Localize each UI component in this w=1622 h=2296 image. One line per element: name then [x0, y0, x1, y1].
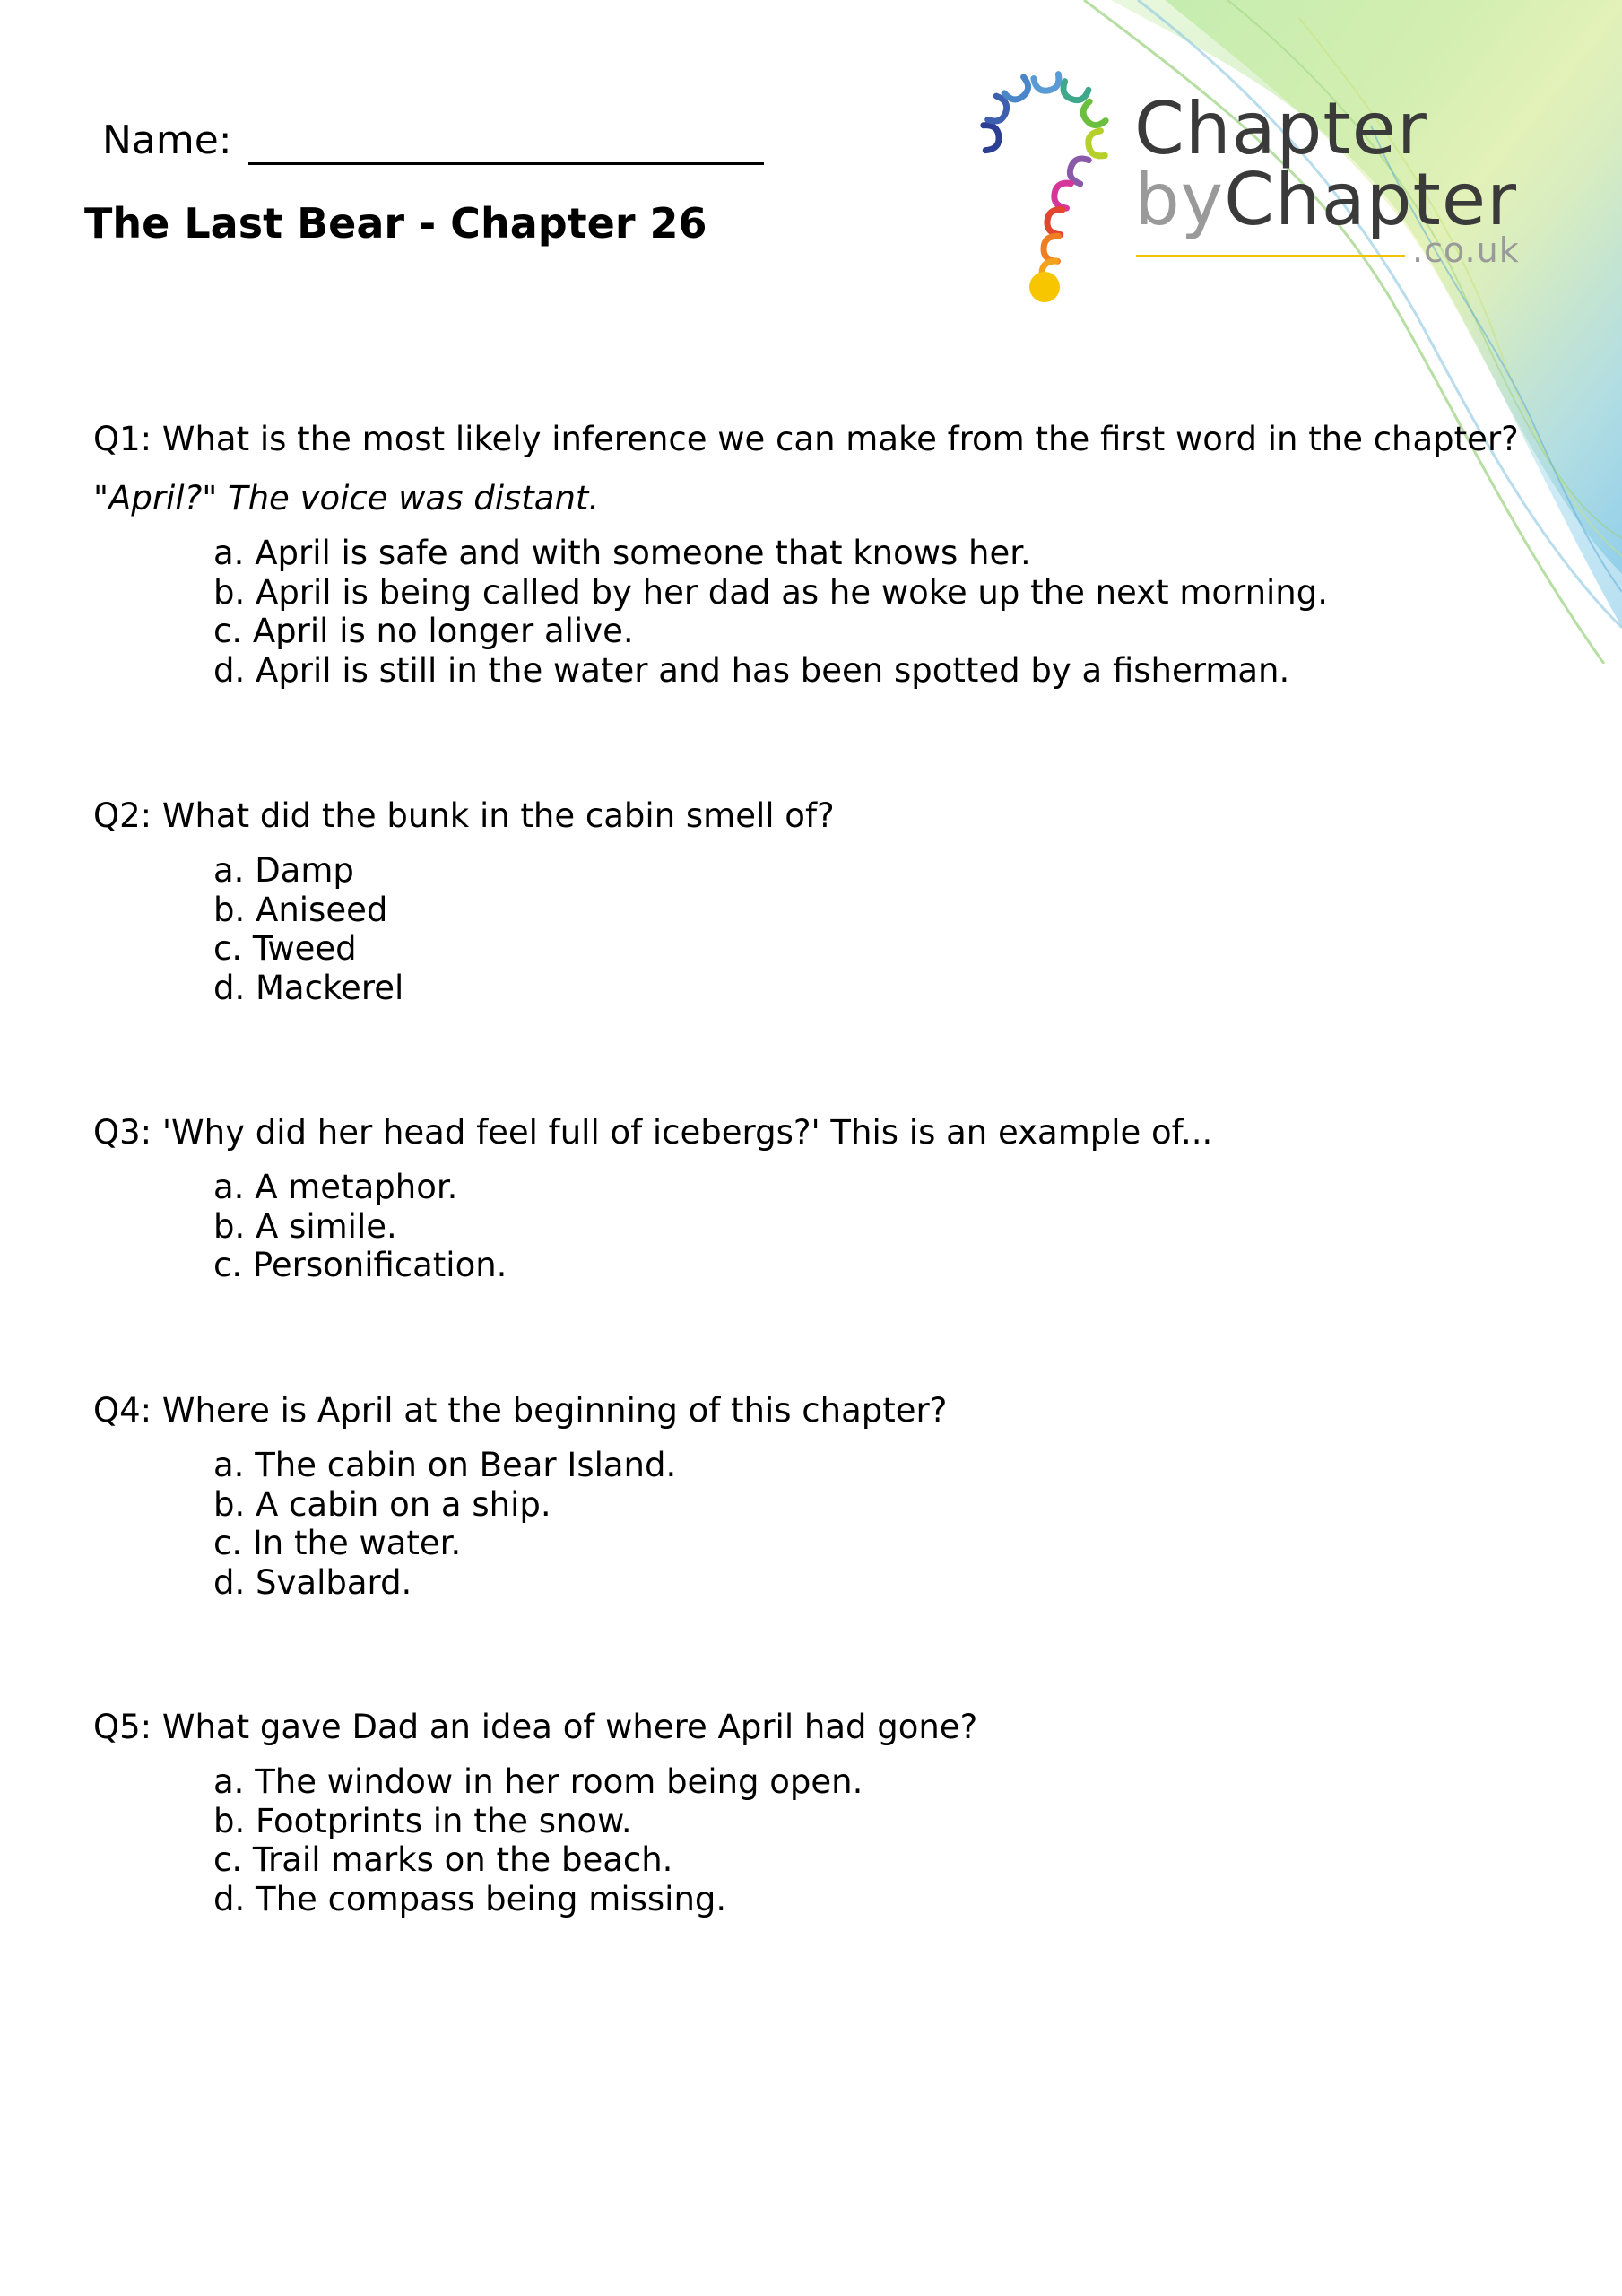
question-text: Q1: What is the most likely inference we can make from the first word in the chapter?	[93, 420, 1519, 458]
question-5	[93, 1705, 1564, 1918]
name-field	[102, 117, 764, 165]
brand-by: by	[1134, 158, 1225, 241]
answer-option: d. April is still in the water and has been spotted by a fisherman.	[213, 650, 1290, 690]
name-blank-line	[248, 123, 764, 165]
name-label: Name:	[102, 117, 232, 163]
question-4	[93, 1388, 1564, 1705]
answer-options	[93, 1446, 1564, 1602]
question-quote: "April?" The voice was distant.	[93, 479, 600, 517]
answer-option: d. The compass being missing.	[213, 1879, 727, 1918]
brand-domain: .co.uk	[1412, 230, 1520, 270]
brand-name-line2	[1134, 160, 1517, 240]
answer-option: c. Personification.	[213, 1246, 507, 1284]
answer-option: c. April is no longer alive.	[213, 612, 634, 650]
question-text: Q5: What gave Dad an idea of where April had gone?	[93, 1708, 978, 1746]
brand-underline	[1136, 255, 1405, 257]
question-text: Q2: What did the bunk in the cabin smell of?	[93, 796, 835, 835]
chapter-by-chapter-logo	[959, 49, 1533, 318]
answer-option: b. A simile.	[213, 1206, 397, 1246]
question-1	[93, 417, 1564, 794]
answer-options	[93, 1168, 1564, 1285]
answer-options	[93, 851, 1564, 1007]
answer-option: d. Svalbard.	[213, 1562, 412, 1602]
brand-name-line1: Chapter	[1134, 87, 1427, 170]
answer-options	[93, 1762, 1564, 1918]
answer-option: c. Tweed	[213, 929, 357, 968]
answer-option: a. April is safe and with someone that knows her.	[213, 534, 1031, 572]
answer-option: a. Damp	[213, 851, 354, 890]
answer-option: a. A metaphor.	[213, 1168, 458, 1206]
answer-option: c. Trail marks on the beach.	[213, 1840, 673, 1879]
answer-option: b. A cabin on a ship.	[213, 1484, 551, 1524]
answer-options	[93, 534, 1564, 690]
brand-chapter: Chapter	[1224, 158, 1517, 241]
question-3	[93, 1110, 1564, 1388]
answer-option: b. Footprints in the snow.	[213, 1801, 632, 1840]
question-text: Q3: 'Why did her head feel full of icebergs?' This is an example of...	[93, 1113, 1213, 1152]
question-list	[93, 417, 1564, 1918]
answer-option: b. April is being called by her dad as he woke up the next morning.	[213, 572, 1329, 612]
book-question-mark-icon	[959, 49, 1112, 318]
question-2	[93, 794, 1564, 1110]
question-text: Q4: Where is April at the beginning of this chapter?	[93, 1391, 948, 1430]
answer-option: c. In the water.	[213, 1524, 462, 1562]
worksheet-title: The Last Bear - Chapter 26	[84, 199, 707, 248]
answer-option: d. Mackerel	[213, 968, 404, 1007]
answer-option: b. Aniseed	[213, 890, 388, 929]
answer-option: a. The window in her room being open.	[213, 1762, 863, 1801]
answer-option: a. The cabin on Bear Island.	[213, 1446, 677, 1484]
